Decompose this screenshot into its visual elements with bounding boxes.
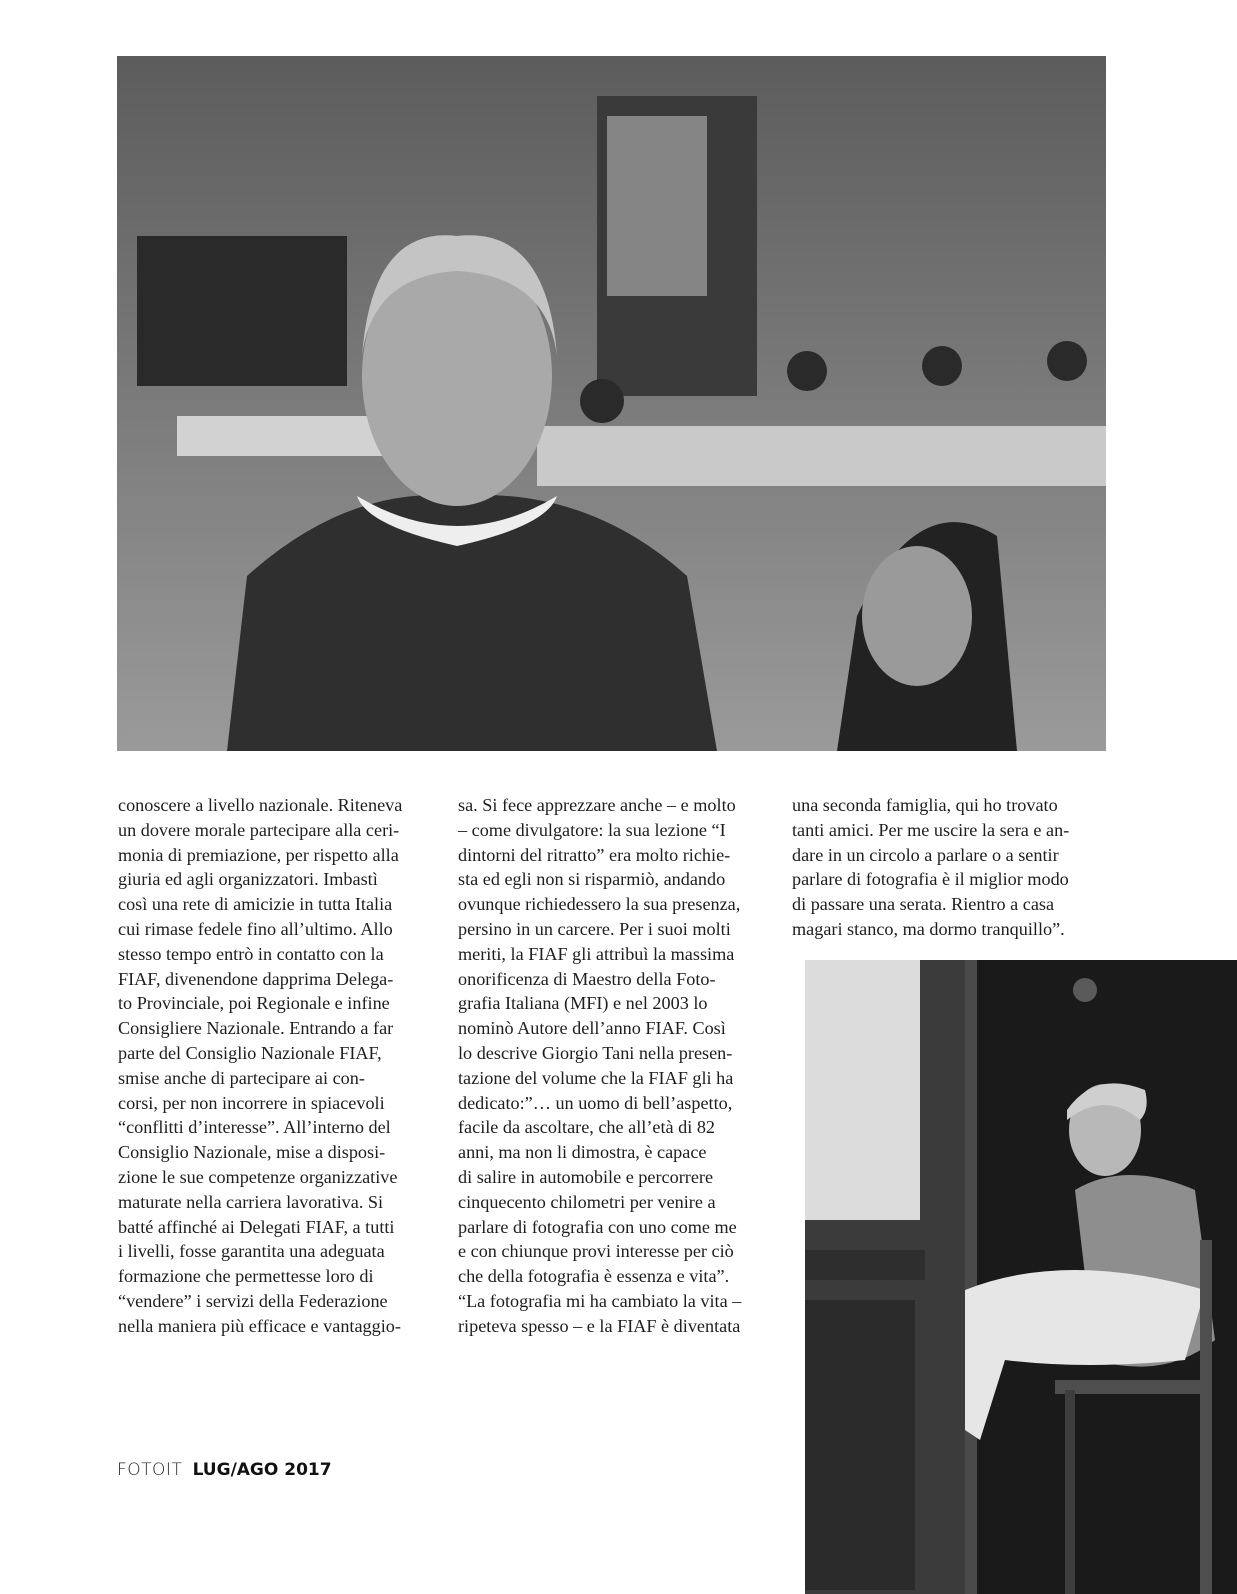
text-line: di salire in automobile e percorrere <box>458 1166 714 1187</box>
text-line: sa. Si fece apprezzare anche – e molto <box>458 795 736 815</box>
text-line: così una rete di amicizie in tutta Italia <box>118 894 393 915</box>
text-line: nominò Autore dell’anno FIAF. Così <box>458 1018 726 1039</box>
text-line: batté affinché ai Delegati FIAF, a tutti <box>118 1216 395 1237</box>
text-line: sta ed egli non si risparmiò, andando <box>458 869 726 890</box>
text-line: parlare di fotografia con uno come me <box>458 1216 737 1237</box>
text-line: anni, ma non li dimostra, è capace <box>458 1142 707 1163</box>
text-line: e con chiunque provi interesse per ciò <box>458 1241 734 1262</box>
text-line: cui rimase fedele fino all’ultimo. Allo <box>118 918 393 939</box>
text-line: formazione che permettesse loro di <box>118 1266 374 1287</box>
woman-photo <box>805 960 1237 1594</box>
pupil <box>922 346 962 386</box>
teacher-desk <box>177 416 397 456</box>
text-line: persino in un carcere. Per i suoi molti <box>458 918 731 939</box>
lace-curtain <box>805 960 920 1220</box>
woman-photo-illustration <box>805 960 1237 1594</box>
text-line: smise anche di partecipare ai con- <box>118 1067 365 1088</box>
chair-back <box>1200 1240 1212 1594</box>
text-line: conoscere a livello nazionale. Riteneva <box>118 795 403 815</box>
desks <box>537 426 1106 486</box>
text-line: ovunque richiedessero la sua presenza, <box>458 894 741 915</box>
text-line: meriti, la FIAF gli attribuì la massima <box>458 943 735 964</box>
second-girl-face <box>862 546 972 686</box>
text-line: onorificenza di Maestro della Foto- <box>458 968 716 989</box>
blackboard <box>137 236 347 386</box>
text-column-3 <box>792 793 1114 942</box>
text-line: monia di premiazione, per rispetto alla <box>118 844 399 865</box>
text-line: una seconda famiglia, qui ho trovato <box>792 795 1058 815</box>
page-footer <box>117 1460 332 1480</box>
pupil <box>787 351 827 391</box>
text-line: FIAF, divenendone dapprima Delega- <box>118 968 394 989</box>
door-panel <box>805 1250 925 1280</box>
chair-seat <box>1055 1380 1205 1394</box>
lamp <box>1073 978 1097 1002</box>
text-line: i livelli, fosse garantita una adeguata <box>118 1241 385 1262</box>
text-line: grafia Italiana (MFI) e nel 2003 lo <box>458 993 708 1014</box>
text-line: magari stanco, ma dormo tranquillo”. <box>792 918 1065 939</box>
text-line: “vendere” i servizi della Federazione <box>118 1290 388 1311</box>
text-line: tazione del volume che la FIAF gli ha <box>458 1067 734 1088</box>
text-line: to Provinciale, poi Regionale e infine <box>118 993 390 1014</box>
text-line: stesso tempo entrò in contatto con la <box>118 943 384 964</box>
text-line: facile da ascoltare, che all’età di 82 <box>458 1117 716 1138</box>
text-line: parte del Consiglio Nazionale FIAF, <box>118 1042 382 1063</box>
text-line: corsi, per non incorrere in spiacevoli <box>118 1092 385 1113</box>
text-line: maturate nella carriera lavorativa. Si <box>118 1191 384 1212</box>
classroom-photo-illustration <box>117 56 1106 751</box>
text-line: un dovere morale partecipare alla ceri- <box>118 819 400 840</box>
text-line: zione le sue competenze organizzative <box>118 1166 398 1187</box>
text-line: “conflitti d’interesse”. All’interno del <box>118 1117 391 1138</box>
chair-leg <box>1065 1390 1075 1594</box>
text-line: ripeteva spesso – e la FIAF è diventata <box>458 1315 741 1336</box>
text-column-2 <box>458 793 780 1339</box>
text-line: – come divulgatore: la sua lezione “I <box>458 819 726 840</box>
pupil <box>580 379 624 423</box>
door-frame <box>965 960 977 1594</box>
text-line: tanti amici. Per me uscire la sera e an- <box>792 819 1070 840</box>
pupil <box>1047 341 1087 381</box>
door-panel <box>805 1300 915 1590</box>
text-line: dintorni del ritratto” era molto richie- <box>458 844 731 865</box>
text-line: di passare una serata. Rientro a casa <box>792 894 1055 915</box>
text-line: “La fotografia mi ha cambiato la vita – <box>458 1290 742 1311</box>
text-line: Consigliere Nazionale. Entrando a far <box>118 1018 394 1039</box>
text-line: Consiglio Nazionale, mise a disposi- <box>118 1142 386 1163</box>
text-column-1 <box>118 793 440 1339</box>
issue-date: LUG/AGO 2017 <box>192 1460 332 1480</box>
text-line: dare in un circolo a parlare o a sentir <box>792 844 1059 865</box>
text-line: giuria ed agli organizzatori. Imbastì <box>118 869 378 890</box>
magazine-name: FOTOIT <box>117 1460 183 1480</box>
text-line: cinquecento chilometri per venire a <box>458 1191 716 1212</box>
text-line: nella maniera più efficace e vantaggio- <box>118 1315 401 1336</box>
text-line: che della fotografia è essenza e vita”. <box>458 1266 730 1287</box>
text-line: parlare di fotografia è il miglior modo <box>792 869 1069 890</box>
text-line: lo descrive Giorgio Tani nella presen- <box>458 1042 733 1063</box>
text-line: dedicato:”… un uomo di bell’aspetto, <box>458 1092 733 1113</box>
drawings-board <box>607 116 707 296</box>
classroom-photo <box>117 56 1106 751</box>
